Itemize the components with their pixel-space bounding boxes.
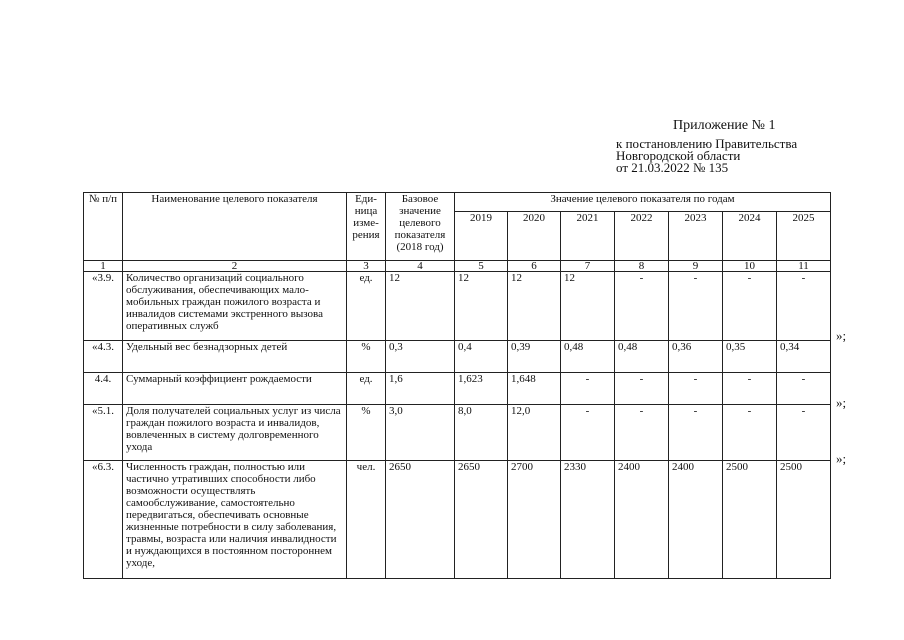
header-num: № п/п bbox=[84, 193, 123, 261]
row-unit: ед. bbox=[347, 373, 386, 405]
table-row bbox=[84, 341, 831, 373]
row-value: 12 bbox=[561, 272, 615, 341]
row-num: «4.3. bbox=[84, 341, 123, 373]
row-value: - bbox=[723, 405, 777, 461]
row-value: 12 bbox=[455, 272, 508, 341]
row-value: - bbox=[615, 405, 669, 461]
row-unit: ед. bbox=[347, 272, 386, 341]
row-value: - bbox=[777, 405, 831, 461]
row-num: «3.9. bbox=[84, 272, 123, 341]
row-value: 1,648 bbox=[508, 373, 561, 405]
column-number: 1 bbox=[84, 261, 123, 272]
header-year: 2025 bbox=[777, 212, 831, 261]
row-value: - bbox=[615, 373, 669, 405]
header-line-2: Новгородской области bbox=[616, 148, 741, 163]
row-unit: % bbox=[347, 341, 386, 373]
table-row bbox=[84, 461, 831, 579]
row-num: 4.4. bbox=[84, 373, 123, 405]
row-value: - bbox=[723, 272, 777, 341]
row-name: Удельный вес безнадзорных детей bbox=[123, 341, 347, 373]
column-number: 2 bbox=[123, 261, 347, 272]
row-value: 0,36 bbox=[669, 341, 723, 373]
row-value: 2650 bbox=[455, 461, 508, 579]
row-value: 1,623 bbox=[455, 373, 508, 405]
header-values-group: Значение целевого показателя по годам bbox=[455, 193, 831, 212]
column-number: 11 bbox=[777, 261, 831, 272]
row-unit: % bbox=[347, 405, 386, 461]
header-year: 2021 bbox=[561, 212, 615, 261]
row-value: - bbox=[723, 373, 777, 405]
row-value: 2500 bbox=[777, 461, 831, 579]
column-number: 4 bbox=[386, 261, 455, 272]
row-value: 0,39 bbox=[508, 341, 561, 373]
header-line-3: от 21.03.2022 № 135 bbox=[616, 160, 729, 175]
header-line-1: к постановлению Правительства bbox=[616, 136, 798, 151]
header-year: 2020 bbox=[508, 212, 561, 261]
row-value: 0,35 bbox=[723, 341, 777, 373]
row-name: Численность граждан, полностью или частично утративших способности либо возможности осуществлять самообслуживание, самостоятельно передвигаться, обеспечивать основные жизненные потребности в силу заболевания, травмы, возраста или наличия инвалидности и нуждающихся в постоянном постороннем уходе, bbox=[123, 461, 347, 579]
row-value: 12 bbox=[508, 272, 561, 341]
row-name: Доля получателей социальных услуг из числа граждан пожилого возраста и инвалидов, вовлеченных в систему долговременного ухода bbox=[123, 405, 347, 461]
row-value: - bbox=[615, 272, 669, 341]
row-base: 1,6 bbox=[386, 373, 455, 405]
header-base: Базовое значение целевого показателя (2018 год) bbox=[386, 193, 455, 261]
row-value: 0,48 bbox=[561, 341, 615, 373]
appendix-title: Приложение № 1 bbox=[673, 118, 776, 133]
row-value: 2700 bbox=[508, 461, 561, 579]
table-row bbox=[84, 272, 831, 341]
document-header bbox=[616, 118, 886, 174]
column-number: 8 bbox=[615, 261, 669, 272]
row-value: 2330 bbox=[561, 461, 615, 579]
header-year: 2019 bbox=[455, 212, 508, 261]
closing-quote-mark: »; bbox=[836, 328, 847, 343]
table-row bbox=[84, 405, 831, 461]
row-value: 2400 bbox=[669, 461, 723, 579]
closing-quote-mark: »; bbox=[836, 395, 847, 410]
column-number: 10 bbox=[723, 261, 777, 272]
row-value: 0,34 bbox=[777, 341, 831, 373]
row-value: 2400 bbox=[615, 461, 669, 579]
row-num: «5.1. bbox=[84, 405, 123, 461]
header-name: Наименование целевого показателя bbox=[123, 193, 347, 261]
row-value: - bbox=[561, 373, 615, 405]
row-num: «6.3. bbox=[84, 461, 123, 579]
header-year: 2022 bbox=[615, 212, 669, 261]
row-value: - bbox=[777, 373, 831, 405]
row-base: 2650 bbox=[386, 461, 455, 579]
row-value: - bbox=[777, 272, 831, 341]
row-name: Суммарный коэффициент рождаемости bbox=[123, 373, 347, 405]
row-name: Количество организаций социального обслуживания, обеспечивающих мало-мобильных граждан пожилого возраста и инвалидов системами экстренного вызова оперативных служб bbox=[123, 272, 347, 341]
row-value: - bbox=[669, 373, 723, 405]
row-base: 12 bbox=[386, 272, 455, 341]
column-number: 6 bbox=[508, 261, 561, 272]
row-value: 12,0 bbox=[508, 405, 561, 461]
row-value: 8,0 bbox=[455, 405, 508, 461]
row-value: 0,48 bbox=[615, 341, 669, 373]
row-value: - bbox=[669, 272, 723, 341]
row-base: 3,0 bbox=[386, 405, 455, 461]
column-number: 5 bbox=[455, 261, 508, 272]
header-year: 2023 bbox=[669, 212, 723, 261]
table-row bbox=[84, 373, 831, 405]
column-number-row bbox=[84, 261, 831, 272]
row-base: 0,3 bbox=[386, 341, 455, 373]
column-number: 3 bbox=[347, 261, 386, 272]
row-unit: чел. bbox=[347, 461, 386, 579]
row-value: 0,4 bbox=[455, 341, 508, 373]
header-unit: Еди-ница изме-рения bbox=[347, 193, 386, 261]
row-value: 2500 bbox=[723, 461, 777, 579]
row-value: - bbox=[561, 405, 615, 461]
column-number: 7 bbox=[561, 261, 615, 272]
indicators-table bbox=[83, 192, 831, 579]
row-value: - bbox=[669, 405, 723, 461]
column-number: 9 bbox=[669, 261, 723, 272]
closing-quote-mark: »; bbox=[836, 451, 847, 466]
header-year: 2024 bbox=[723, 212, 777, 261]
